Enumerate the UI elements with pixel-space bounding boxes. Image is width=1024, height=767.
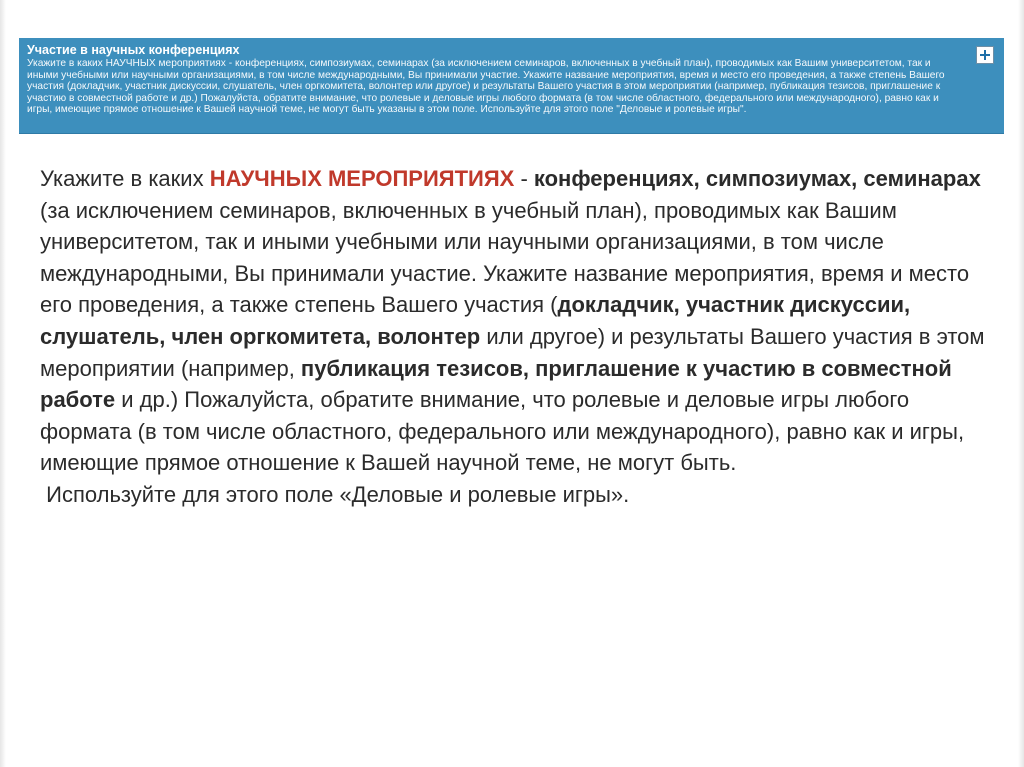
text-part-1: Укажите в каких: [40, 166, 210, 191]
plus-icon: [980, 50, 990, 60]
banner-title: Участие в научных конференциях: [27, 43, 240, 57]
banner-description: Укажите в каких НАУЧНЫХ мероприятиях - конференциях, симпозиумах, семинарах (за исключением семинаров, включенных в учебный план), проводимых как Вашим университетом, так и иными учебными или научными организациями, в том числе международными, Вы принимали участие. Укажите название мероприятия, время и место его проведения, а также степень Вашего участия (докладчик, участник дискуссии, слушатель, член оргкомитета, волонтер или другое) и результаты Вашего участия в этом мероприятии (например, публикация тезисов, приглашение к участию в совместной работе и др.) Пожалуйста, обратите внимание, что ролевые и деловые игры любого формата (в том числе областного, федерального или международного), равно как и игры, имеющие прямое отношение к Вашей научной теме, не могут быть указаны в этом поле. Используйте для этого поле "Деловые и ролевые игры".: [27, 58, 945, 115]
instructions-text: [40, 163, 990, 511]
form-section-banner: [19, 38, 1004, 134]
text-part-9: и др.) Пожалуйста, обратите внимание, что ролевые и деловые игры любого формата (в том числе областного, федерального или международного), равно как и игры, имеющие прямое отношение к Вашей научной теме, не могут быть.: [40, 387, 965, 476]
text-part-5: (за исключением семинаров, включенных в учебный план), проводимых как Вашим университетом, так и иными учебными или научными организациями, в том числе международными, Вы принимали участие. Укажите название мероприятия, время и место его проведения, а также степень Вашего участия (: [40, 197, 970, 318]
emphasis-participation-roles: докладчик, участник дискуссии, слушатель, член оргкомитета, волонтер: [40, 292, 911, 349]
highlight-scientific-events: НАУЧНЫХ МЕРОПРИЯТИЯХ: [209, 166, 515, 191]
text-part-7: или другое) и результаты Вашего участия в этом мероприятии (например,: [40, 323, 985, 381]
text-part-3: -: [514, 166, 534, 191]
expand-button[interactable]: [976, 46, 994, 64]
emphasis-results: публикация тезисов, приглашение к участию в совместной работе: [40, 355, 952, 413]
slide-right-edge: [1018, 0, 1024, 767]
emphasis-event-types: конференциях, симпозиумах, семинарах: [533, 166, 981, 191]
text-part-10: Используйте для этого поле «Деловые и ролевые игры».: [46, 481, 630, 507]
slide-left-edge: [0, 0, 6, 767]
